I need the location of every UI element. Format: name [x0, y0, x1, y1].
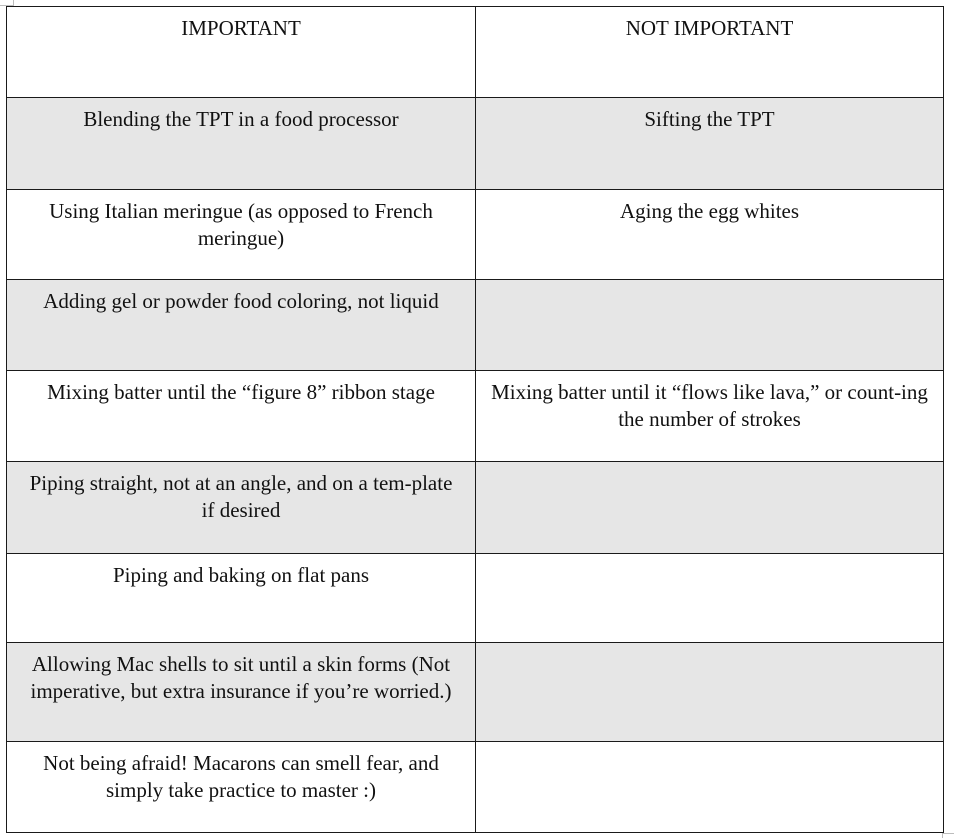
column-header-important: IMPORTANT: [7, 7, 476, 98]
not-important-cell: [476, 280, 944, 371]
not-important-cell: [476, 742, 944, 833]
important-cell: Not being afraid! Macarons can smell fear, and simply take practice to master :): [7, 742, 476, 833]
important-cell: Adding gel or powder food coloring, not liquid: [7, 280, 476, 371]
not-important-cell: Aging the egg whites: [476, 190, 944, 280]
important-cell: Piping straight, not at an angle, and on a tem-plate if desired: [7, 462, 476, 554]
table-row: [7, 371, 944, 462]
not-important-cell: Mixing batter until it “flows like lava,” or count-ing the number of strokes: [476, 371, 944, 462]
table-row: [7, 280, 944, 371]
column-header-not-important: NOT IMPORTANT: [476, 7, 944, 98]
not-important-cell: [476, 643, 944, 742]
table-row: [7, 98, 944, 190]
important-cell: Piping and baking on flat pans: [7, 554, 476, 643]
page-corner-marker: [942, 833, 954, 838]
table-row: [7, 643, 944, 742]
important-cell: Mixing batter until the “figure 8” ribbon stage: [7, 371, 476, 462]
not-important-cell: [476, 462, 944, 554]
important-cell: Allowing Mac shells to sit until a skin forms (Not imperative, but extra insurance if you’re worried.): [7, 643, 476, 742]
importance-table: [6, 6, 944, 833]
table-row: [7, 190, 944, 280]
important-cell: Using Italian meringue (as opposed to French meringue): [7, 190, 476, 280]
table-row: [7, 742, 944, 833]
table-row: [7, 462, 944, 554]
not-important-cell: Sifting the TPT: [476, 98, 944, 190]
table-header-row: [7, 7, 944, 98]
not-important-cell: [476, 554, 944, 643]
important-cell: Blending the TPT in a food processor: [7, 98, 476, 190]
table-row: [7, 554, 944, 643]
